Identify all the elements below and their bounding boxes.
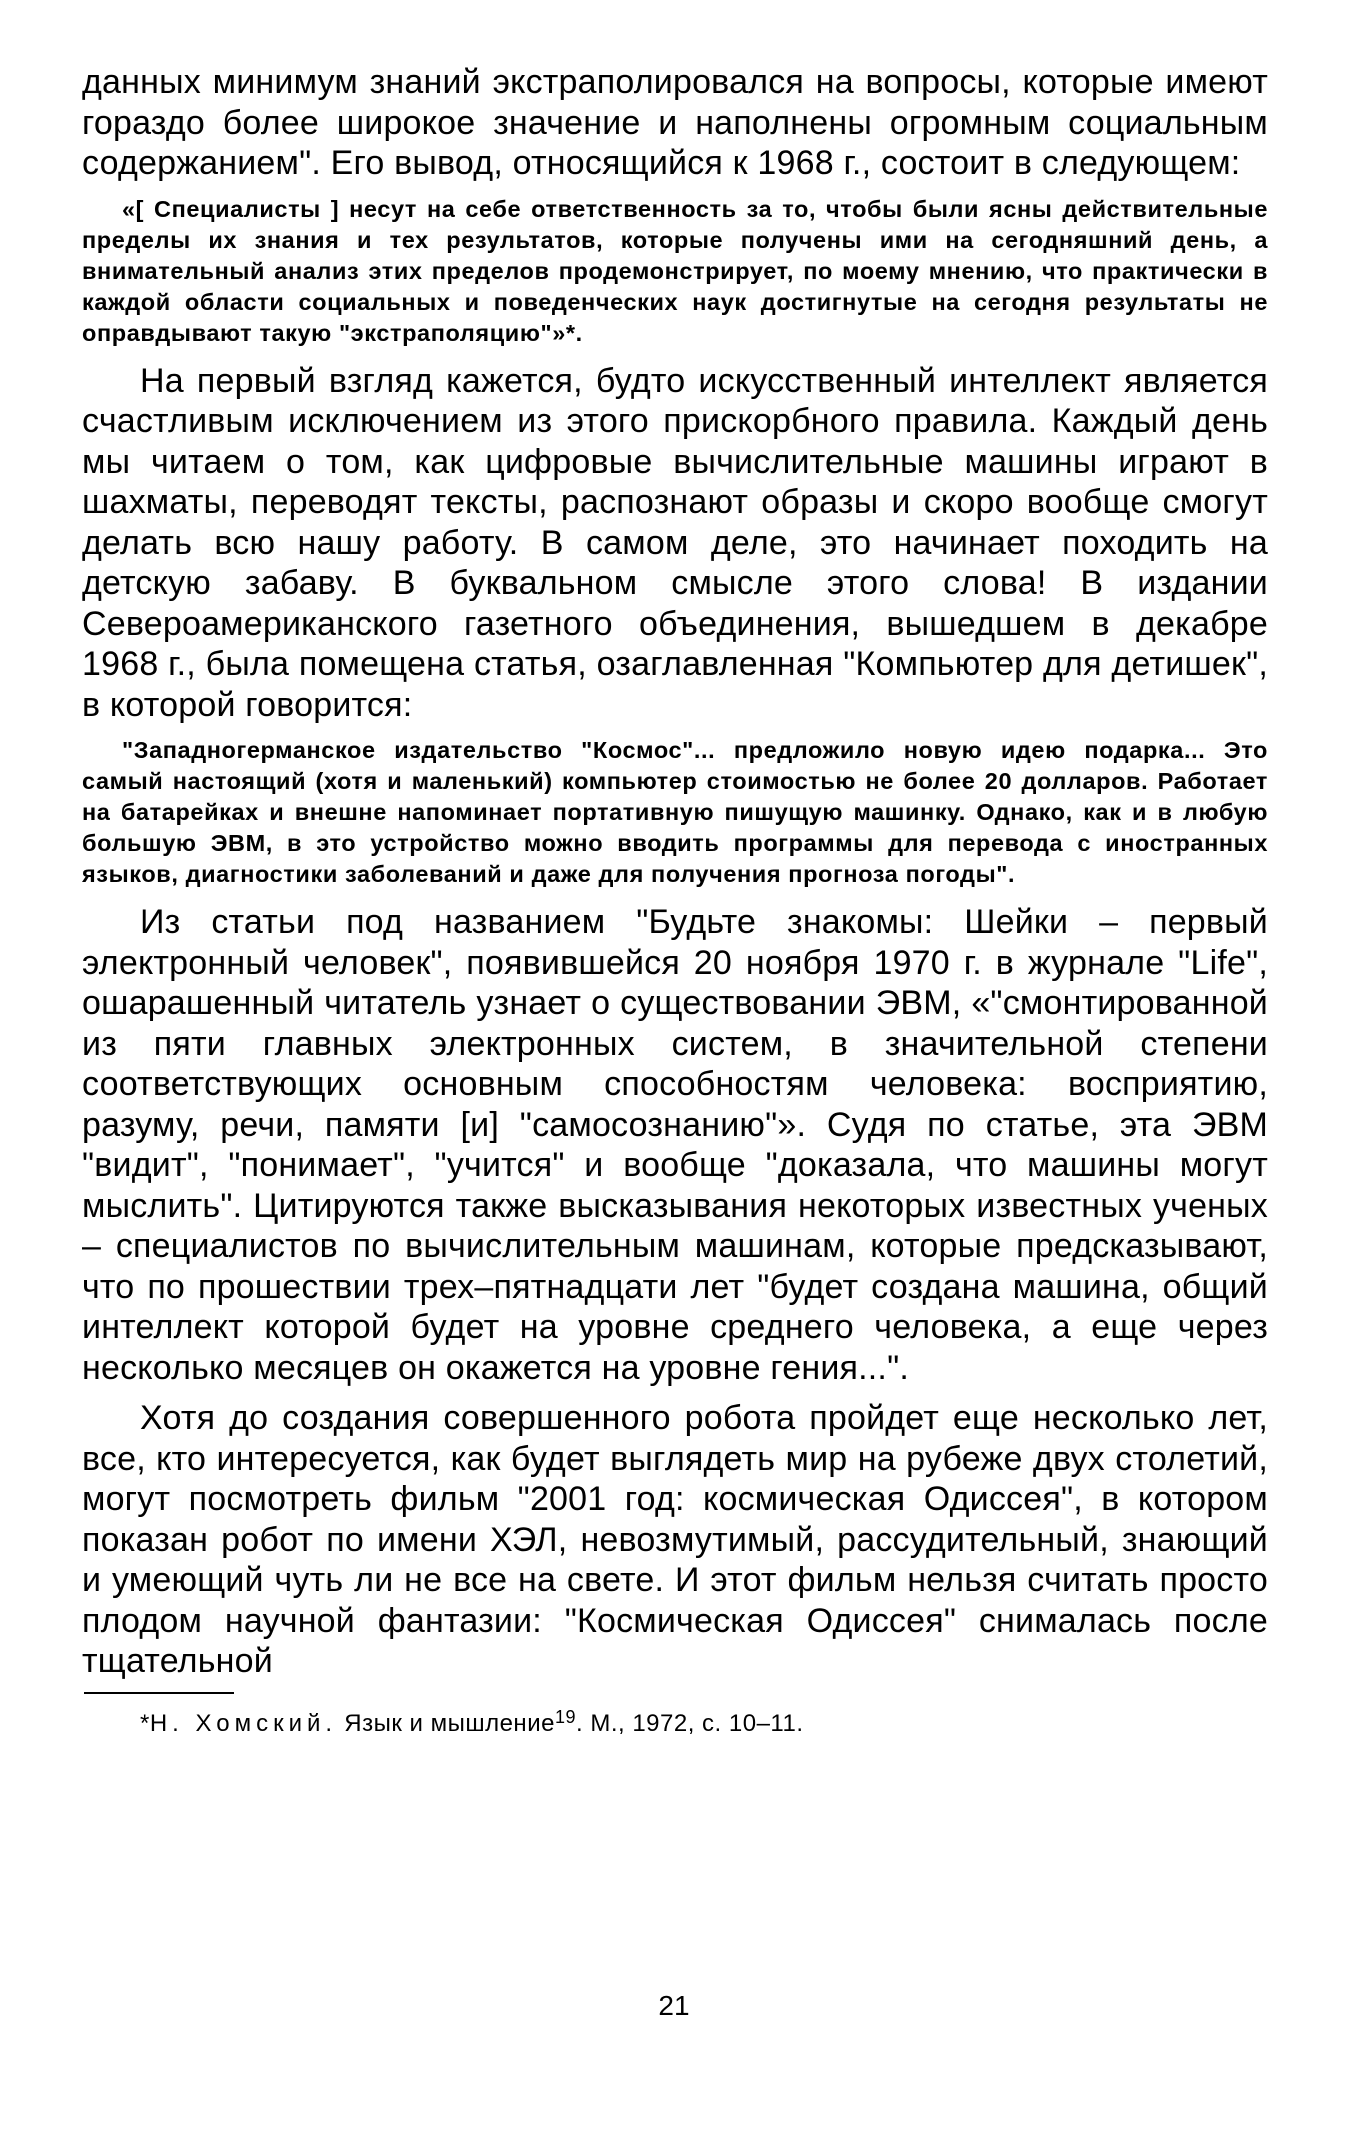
footnote-author: Н. Хомский. <box>149 1709 338 1737</box>
paragraph-2: На первый взгляд кажется, будто искусственный интеллект является счастливым исключением из этого прискорбного правила. Каждый день мы читаем о том, как цифровые вычислительные машины играют в шахматы, переводят тексты, распознают образы и скоро вообще смогут делать всю нашу работу. В самом деле, это начинает походить на детскую забаву. В буквальном смысле этого слова! В издании Североамериканского газетного объединения, вышедшем в декабре 1968 г., была помещена статья, озаглавленная "Компьютер для детишек", в которой говорится: <box>82 361 1268 724</box>
paragraph-1: данных минимум знаний экстраполировался на вопросы, которые имеют гораздо более широкое значение и наполнены огромным социальным содержанием". Его вывод, относящийся к 1968 г., состоит в следующем: <box>82 63 1268 182</box>
paragraph-4: Хотя до создания совершенного робота пройдет еще несколько лет, все, кто интересуется, как будет выглядеть мир на рубеже двух столетий, могут посмотреть фильм "2001 год: космическая Одиссея", в котором показан робот по имени ХЭЛ, невозмутимый, рассудительный, знающий и умеющий чуть ли не все на свете. И этот фильм нельзя считать просто плодом научной фантазии: "Космическая Одиссея" снималась после тщательной <box>82 1399 1268 1680</box>
footnote <box>82 1702 1268 1739</box>
footnote-marker: * <box>140 1709 150 1737</box>
footnote-details: . М., 1972, с. 10–11. <box>575 1709 804 1737</box>
quote-chomsky: «[ Специалисты ] несут на себе ответственность за то, чтобы были ясны действительные пределы их знания и тех результатов, которые получены ими на сегодняшний день, а внимательный анализ этих пределов продемонстрирует, по моему мнению, что практически в каждой области социальных и поведенческих наук достигнутые на сегодня результаты не оправдывают такую "экстраполяцию"»*. <box>82 195 1268 346</box>
quote-kosmos: "Западногерманское издательство "Космос"... предложило новую идею подарка... Это самый настоящий (хотя и маленький) компьютер стоимостью не более 20 долларов. Работает на батарейках и внешне напоминает портативную пишущую машинку. Однако, как и в любую большую ЭВМ, в это устройство можно вводить программы для перевода с иностранных языков, диагностики заболеваний и даже для получения прогноза погоды". <box>82 737 1268 887</box>
footnote-ref-number: 19 <box>554 1706 576 1727</box>
page-content <box>82 62 1268 1739</box>
page-number: 21 <box>658 1990 690 2021</box>
footnote-divider <box>84 1692 234 1694</box>
paragraph-3: Из статьи под названием "Будьте знакомы: Шейки – первый электронный человек", появившейся 20 ноября 1970 г. в журнале "Life", ошарашенный читатель узнает о существовании ЭВМ, «"смонтированной из пяти главных электронных систем, в значительной степени соответствующих основным способностям человека: восприятию, разуму, речи, памяти [и] "самосознанию"». Судя по статье, эта ЭВМ "видит", "понимает", "учится" и вообще "доказала, что машины могут мыслить". Цитируются также высказывания некоторых известных ученых – специалистов по вычислительным машинам, которые предсказывают, что по прошествии трех–пятнадцати лет "будет создана машина, общий интеллект которой будет на уровне среднего человека, а еще через несколько месяцев он окажется на уровне гения...". <box>82 903 1268 1387</box>
footnote-title: Язык и мышление <box>344 1709 555 1737</box>
